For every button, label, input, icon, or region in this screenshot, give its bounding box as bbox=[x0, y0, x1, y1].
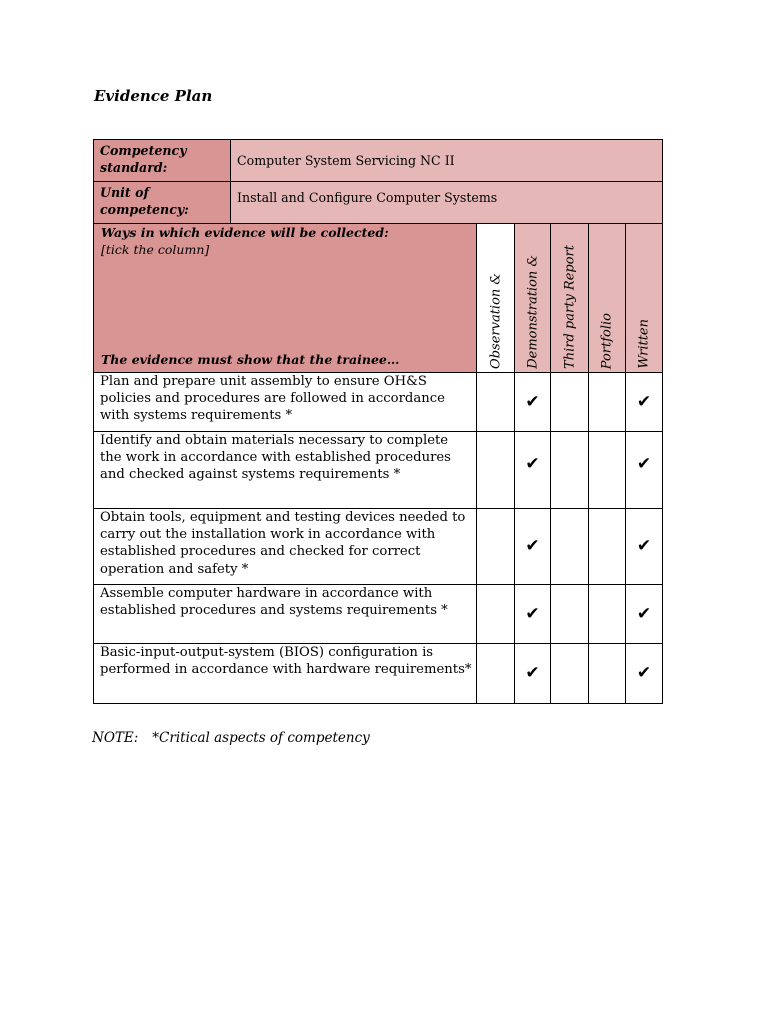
methods-header-row bbox=[94, 224, 663, 373]
tick-cell bbox=[589, 432, 626, 509]
method-label: Third party Report bbox=[562, 245, 577, 369]
tick-cell bbox=[626, 585, 663, 644]
criterion-row bbox=[94, 585, 663, 644]
criterion-text: Obtain tools, equipment and testing devices needed to carry out the installation work in accordance with established procedures and checked for correct operation and safety * bbox=[94, 509, 477, 585]
method-header-written bbox=[626, 224, 663, 373]
competency-standard-row bbox=[94, 140, 663, 182]
tick-cell bbox=[515, 432, 551, 509]
checkmark-icon: ✔ bbox=[636, 663, 652, 683]
tick-cell bbox=[551, 432, 589, 509]
note-label: NOTE: bbox=[92, 730, 139, 746]
method-header-third-party-report bbox=[551, 224, 589, 373]
tick-cell bbox=[589, 373, 626, 432]
note-text: *Critical aspects of competency bbox=[152, 730, 370, 746]
tick-cell bbox=[515, 373, 551, 432]
method-label: Portfolio bbox=[599, 312, 615, 369]
unit-of-competency-label: Unit of competency: bbox=[94, 182, 231, 224]
unit-of-competency-value: Install and Configure Computer Systems bbox=[231, 182, 663, 224]
ways-heading: Ways in which evidence will be collected: bbox=[101, 225, 389, 240]
footnote bbox=[92, 730, 370, 746]
method-header-observation bbox=[477, 224, 515, 373]
criterion-row bbox=[94, 509, 663, 585]
checkmark-icon: ✔ bbox=[525, 391, 540, 412]
tick-cell bbox=[515, 644, 551, 704]
tick-cell bbox=[551, 644, 589, 704]
tick-cell bbox=[477, 509, 515, 585]
method-label: Observation & bbox=[488, 273, 503, 369]
ways-header-cell bbox=[94, 224, 477, 373]
criterion-text: Assemble computer hardware in accordance with established procedures and systems requirements * bbox=[94, 585, 477, 644]
competency-standard-label: Competency standard: bbox=[94, 140, 231, 182]
unit-of-competency-row bbox=[94, 182, 663, 224]
tick-cell bbox=[626, 509, 663, 585]
tick-cell bbox=[477, 432, 515, 509]
checkmark-icon: ✔ bbox=[525, 663, 540, 683]
tick-cell bbox=[589, 585, 626, 644]
criterion-row bbox=[94, 373, 663, 432]
tick-cell bbox=[477, 373, 515, 432]
checkmark-icon: ✔ bbox=[525, 536, 540, 556]
evidence-plan-table bbox=[93, 139, 663, 704]
tick-cell bbox=[477, 644, 515, 704]
competency-standard-value: Computer System Servicing NC II bbox=[231, 140, 663, 182]
ways-instruction: [tick the column] bbox=[101, 242, 210, 257]
tick-cell bbox=[515, 585, 551, 644]
criterion-row bbox=[94, 432, 663, 509]
tick-cell bbox=[551, 373, 589, 432]
method-label: Demonstration & bbox=[525, 255, 540, 369]
checkmark-icon: ✔ bbox=[636, 391, 652, 412]
criterion-text: Plan and prepare unit assembly to ensure OH&S policies and procedures are followed in accordance with systems requirements * bbox=[94, 373, 477, 432]
checkmark-icon: ✔ bbox=[636, 603, 652, 624]
criterion-row bbox=[94, 644, 663, 704]
criterion-text: Identify and obtain materials necessary to complete the work in accordance with established procedures and checked against systems requirements * bbox=[94, 432, 477, 509]
criterion-text: Basic-input-output-system (BIOS) configuration is performed in accordance with hardware requirements* bbox=[94, 644, 477, 704]
tick-cell bbox=[551, 585, 589, 644]
tick-cell bbox=[626, 432, 663, 509]
tick-cell bbox=[477, 585, 515, 644]
method-header-portfolio bbox=[589, 224, 626, 373]
tick-cell bbox=[589, 644, 626, 704]
checkmark-icon: ✔ bbox=[636, 454, 652, 474]
tick-cell bbox=[626, 373, 663, 432]
tick-cell bbox=[589, 509, 626, 585]
method-header-demonstration bbox=[515, 224, 551, 373]
tick-cell bbox=[626, 644, 663, 704]
checkmark-icon: ✔ bbox=[525, 603, 540, 624]
evidence-label: The evidence must show that the trainee… bbox=[101, 352, 400, 367]
checkmark-icon: ✔ bbox=[525, 454, 540, 474]
page-title: Evidence Plan bbox=[94, 87, 213, 105]
tick-cell bbox=[551, 509, 589, 585]
checkmark-icon: ✔ bbox=[636, 536, 652, 556]
method-label: Written bbox=[636, 319, 652, 369]
tick-cell bbox=[515, 509, 551, 585]
